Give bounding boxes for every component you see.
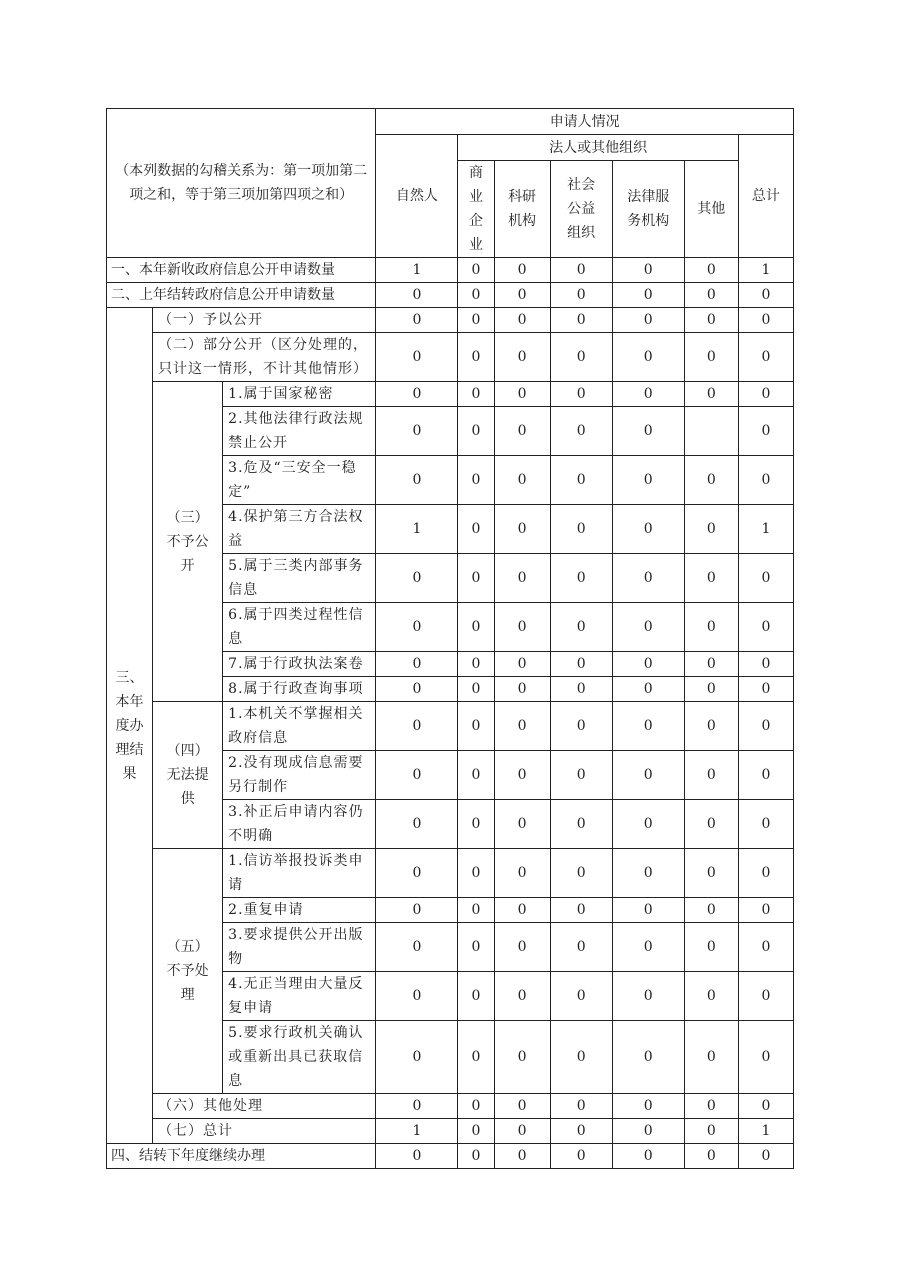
value-cell: 0 — [612, 1119, 684, 1144]
value-cell: 0 — [738, 677, 793, 702]
value-cell: 0 — [684, 849, 738, 898]
value-cell: 0 — [376, 800, 458, 849]
value-cell: 0 — [550, 308, 612, 333]
value-cell: 0 — [612, 258, 684, 283]
table-row — [107, 1144, 794, 1169]
value-cell: 0 — [376, 554, 458, 603]
group-unable-provide-label — [153, 702, 223, 849]
value-cell: 0 — [550, 800, 612, 849]
row-label: 3.补正后申请内容仍不明确 — [223, 800, 376, 849]
row-label: （七）总计 — [153, 1119, 376, 1144]
row-label: 2.其他法律行政法规禁止公开 — [223, 407, 376, 456]
value-cell: 1 — [376, 505, 458, 554]
row-label: 4.保护第三方合法权益 — [223, 505, 376, 554]
value-cell: 0 — [550, 898, 612, 923]
value-cell: 0 — [684, 308, 738, 333]
value-cell: 0 — [612, 702, 684, 751]
row-label: 2.没有现成信息需要另行制作 — [223, 751, 376, 800]
value-cell: 0 — [612, 677, 684, 702]
value-cell: 0 — [458, 677, 494, 702]
value-cell: 0 — [494, 677, 550, 702]
value-cell: 0 — [376, 972, 458, 1021]
value-cell: 0 — [376, 603, 458, 652]
social-header: 社会公益组织 — [550, 161, 612, 258]
value-cell: 0 — [376, 283, 458, 308]
value-cell: 0 — [458, 923, 494, 972]
table-row — [107, 1119, 794, 1144]
value-cell: 0 — [458, 652, 494, 677]
value-cell: 0 — [458, 1144, 494, 1169]
row-label: 1.信访举报投诉类申请 — [223, 849, 376, 898]
value-cell: 0 — [684, 652, 738, 677]
value-cell: 0 — [550, 382, 612, 407]
value-cell: 0 — [494, 1021, 550, 1094]
value-cell: 0 — [376, 456, 458, 505]
value-cell: 0 — [684, 677, 738, 702]
value-cell: 0 — [550, 456, 612, 505]
row-label: （一）予以公开 — [153, 308, 376, 333]
value-cell: 0 — [458, 258, 494, 283]
row-label: 4.无正当理由大量反复申请 — [223, 972, 376, 1021]
value-cell: 0 — [494, 898, 550, 923]
value-cell: 0 — [684, 702, 738, 751]
value-cell: 0 — [458, 603, 494, 652]
value-cell: 0 — [684, 1119, 738, 1144]
group-text: （三）不予公开 — [166, 509, 209, 574]
value-cell: 0 — [738, 702, 793, 751]
value-cell: 0 — [612, 800, 684, 849]
value-cell: 0 — [612, 283, 684, 308]
other-header: 其他 — [684, 161, 738, 258]
group-text: （四）无法提供 — [166, 743, 209, 807]
value-cell: 0 — [458, 308, 494, 333]
row-label: 5.要求行政机关确认或重新出具已获取信息 — [223, 1021, 376, 1094]
row-label: 1.本机关不掌握相关政府信息 — [223, 702, 376, 751]
value-cell: 0 — [494, 283, 550, 308]
value-cell: 0 — [612, 1144, 684, 1169]
value-cell: 1 — [376, 1119, 458, 1144]
value-cell: 0 — [550, 1094, 612, 1119]
applicant-status-header: 申请人情况 — [376, 109, 794, 135]
value-cell: 0 — [550, 751, 612, 800]
value-cell: 0 — [494, 308, 550, 333]
table-row — [107, 308, 794, 333]
value-cell: 0 — [738, 333, 793, 382]
value-cell: 0 — [738, 603, 793, 652]
column-note: （本列数据的勾稽关系为：第一项加第二项之和，等于第三项加第四项之和） — [107, 109, 376, 258]
value-cell: 0 — [376, 308, 458, 333]
legal-entity-group-header: 法人或其他组织 — [458, 135, 738, 161]
value-cell: 0 — [684, 333, 738, 382]
value-cell: 0 — [684, 1144, 738, 1169]
value-cell: 0 — [494, 554, 550, 603]
value-cell: 0 — [738, 800, 793, 849]
value-cell: 0 — [458, 333, 494, 382]
value-cell: 0 — [376, 898, 458, 923]
value-cell: 0 — [684, 283, 738, 308]
value-cell: 0 — [458, 407, 494, 456]
value-cell: 0 — [494, 702, 550, 751]
value-cell: 0 — [458, 382, 494, 407]
value-cell: 0 — [684, 258, 738, 283]
row-label: 8.属于行政查询事项 — [223, 677, 376, 702]
value-cell: 0 — [738, 652, 793, 677]
value-cell: 0 — [550, 554, 612, 603]
disclosure-table-wrapper — [106, 108, 794, 1169]
value-cell: 0 — [612, 407, 684, 456]
value-cell: 0 — [494, 258, 550, 283]
value-cell: 0 — [550, 652, 612, 677]
value-cell: 0 — [612, 849, 684, 898]
value-cell: 0 — [376, 702, 458, 751]
value-cell: 0 — [738, 283, 793, 308]
value-cell: 0 — [458, 702, 494, 751]
value-cell: 0 — [612, 554, 684, 603]
value-cell: 0 — [458, 898, 494, 923]
value-cell: 1 — [738, 1119, 793, 1144]
total-header: 总计 — [738, 135, 793, 258]
value-cell: 0 — [458, 800, 494, 849]
value-cell: 0 — [550, 1021, 612, 1094]
value-cell: 0 — [376, 849, 458, 898]
value-cell: 0 — [550, 505, 612, 554]
value-cell: 0 — [738, 898, 793, 923]
value-cell: 0 — [612, 923, 684, 972]
row-label: 3.危及“三安全一稳定” — [223, 456, 376, 505]
value-cell: 0 — [376, 382, 458, 407]
value-cell: 0 — [494, 603, 550, 652]
value-cell: 0 — [376, 751, 458, 800]
value-cell: 0 — [494, 382, 550, 407]
value-cell: 0 — [550, 258, 612, 283]
table-row — [107, 283, 794, 308]
value-cell: 0 — [458, 972, 494, 1021]
value-cell: 0 — [612, 456, 684, 505]
value-cell: 1 — [738, 505, 793, 554]
value-cell: 0 — [738, 1094, 793, 1119]
value-cell: 0 — [684, 505, 738, 554]
row-label: （二）部分公开（区分处理的，只计这一情形，不计其他情形） — [153, 333, 376, 382]
row-label: 四、结转下年度继续办理 — [107, 1144, 376, 1169]
research-header: 科研机构 — [494, 161, 550, 258]
group-text: （五）不予处理 — [166, 939, 209, 1003]
group-not-disclosed-label — [153, 382, 223, 702]
value-cell — [684, 407, 738, 456]
value-cell: 0 — [684, 382, 738, 407]
value-cell: 0 — [684, 456, 738, 505]
value-cell: 0 — [494, 923, 550, 972]
section3-text: 三、本年度办理结果 — [115, 669, 144, 782]
value-cell: 0 — [376, 1094, 458, 1119]
value-cell: 0 — [494, 849, 550, 898]
value-cell: 0 — [612, 603, 684, 652]
value-cell: 0 — [684, 1094, 738, 1119]
value-cell: 0 — [612, 751, 684, 800]
value-cell: 0 — [684, 898, 738, 923]
row-label: 3.要求提供公开出版物 — [223, 923, 376, 972]
value-cell: 0 — [458, 1094, 494, 1119]
value-cell: 0 — [458, 505, 494, 554]
value-cell: 0 — [494, 505, 550, 554]
row-label: 一、本年新收政府信息公开申请数量 — [107, 258, 376, 283]
value-cell: 0 — [612, 333, 684, 382]
value-cell: 0 — [684, 923, 738, 972]
row-label: 6.属于四类过程性信息 — [223, 603, 376, 652]
value-cell: 0 — [738, 972, 793, 1021]
table-row — [107, 258, 794, 283]
value-cell: 0 — [684, 554, 738, 603]
value-cell: 0 — [376, 407, 458, 456]
value-cell: 0 — [458, 1119, 494, 1144]
natural-person-header: 自然人 — [376, 135, 458, 258]
value-cell: 0 — [738, 554, 793, 603]
value-cell: 0 — [494, 333, 550, 382]
value-cell: 0 — [494, 1144, 550, 1169]
table-row — [107, 849, 794, 898]
value-cell: 0 — [494, 751, 550, 800]
value-cell: 0 — [550, 702, 612, 751]
section3-label — [107, 308, 153, 1144]
row-label: 5.属于三类内部事务信息 — [223, 554, 376, 603]
business-header: 商业企业 — [458, 161, 494, 258]
disclosure-statistics-table — [106, 108, 794, 1169]
value-cell: 0 — [376, 923, 458, 972]
row-label: 1.属于国家秘密 — [223, 382, 376, 407]
value-cell: 0 — [612, 1021, 684, 1094]
group-not-processed-label — [153, 849, 223, 1094]
table-row — [107, 702, 794, 751]
table-row — [107, 333, 794, 382]
value-cell: 0 — [612, 308, 684, 333]
table-row — [107, 1094, 794, 1119]
value-cell: 0 — [550, 972, 612, 1021]
value-cell: 0 — [376, 1021, 458, 1094]
value-cell: 0 — [550, 677, 612, 702]
value-cell: 0 — [550, 603, 612, 652]
value-cell: 0 — [738, 1021, 793, 1094]
value-cell: 0 — [494, 800, 550, 849]
value-cell: 0 — [458, 1021, 494, 1094]
value-cell: 0 — [684, 800, 738, 849]
value-cell: 0 — [494, 407, 550, 456]
row-label: 2.重复申请 — [223, 898, 376, 923]
legal-service-header: 法律服务机构 — [612, 161, 684, 258]
value-cell: 0 — [494, 456, 550, 505]
value-cell: 0 — [738, 849, 793, 898]
value-cell: 0 — [738, 751, 793, 800]
value-cell: 0 — [494, 972, 550, 1021]
row-label: 7.属于行政执法案卷 — [223, 652, 376, 677]
row-label: 二、上年结转政府信息公开申请数量 — [107, 283, 376, 308]
row-label: （六）其他处理 — [153, 1094, 376, 1119]
value-cell: 0 — [684, 751, 738, 800]
value-cell: 0 — [458, 849, 494, 898]
value-cell: 0 — [612, 382, 684, 407]
value-cell: 0 — [738, 308, 793, 333]
value-cell: 0 — [494, 1119, 550, 1144]
value-cell: 0 — [684, 1021, 738, 1094]
value-cell: 0 — [376, 1144, 458, 1169]
value-cell: 0 — [738, 456, 793, 505]
value-cell: 0 — [612, 652, 684, 677]
value-cell: 0 — [738, 923, 793, 972]
value-cell: 0 — [550, 849, 612, 898]
value-cell: 0 — [458, 283, 494, 308]
value-cell: 0 — [550, 333, 612, 382]
value-cell: 1 — [376, 258, 458, 283]
value-cell: 0 — [550, 1144, 612, 1169]
value-cell: 0 — [738, 407, 793, 456]
value-cell: 0 — [458, 554, 494, 603]
value-cell: 0 — [550, 407, 612, 456]
value-cell: 0 — [738, 382, 793, 407]
value-cell: 0 — [458, 751, 494, 800]
value-cell: 0 — [612, 505, 684, 554]
value-cell: 0 — [458, 456, 494, 505]
value-cell: 0 — [612, 972, 684, 1021]
value-cell: 0 — [376, 652, 458, 677]
value-cell: 0 — [494, 652, 550, 677]
value-cell: 0 — [550, 283, 612, 308]
value-cell: 0 — [376, 333, 458, 382]
value-cell: 0 — [738, 1144, 793, 1169]
value-cell: 0 — [494, 1094, 550, 1119]
value-cell: 0 — [684, 972, 738, 1021]
value-cell: 0 — [684, 603, 738, 652]
value-cell: 1 — [738, 258, 793, 283]
value-cell: 0 — [550, 923, 612, 972]
value-cell: 0 — [612, 1094, 684, 1119]
table-row — [107, 382, 794, 407]
value-cell: 0 — [612, 898, 684, 923]
value-cell: 0 — [550, 1119, 612, 1144]
value-cell: 0 — [376, 677, 458, 702]
